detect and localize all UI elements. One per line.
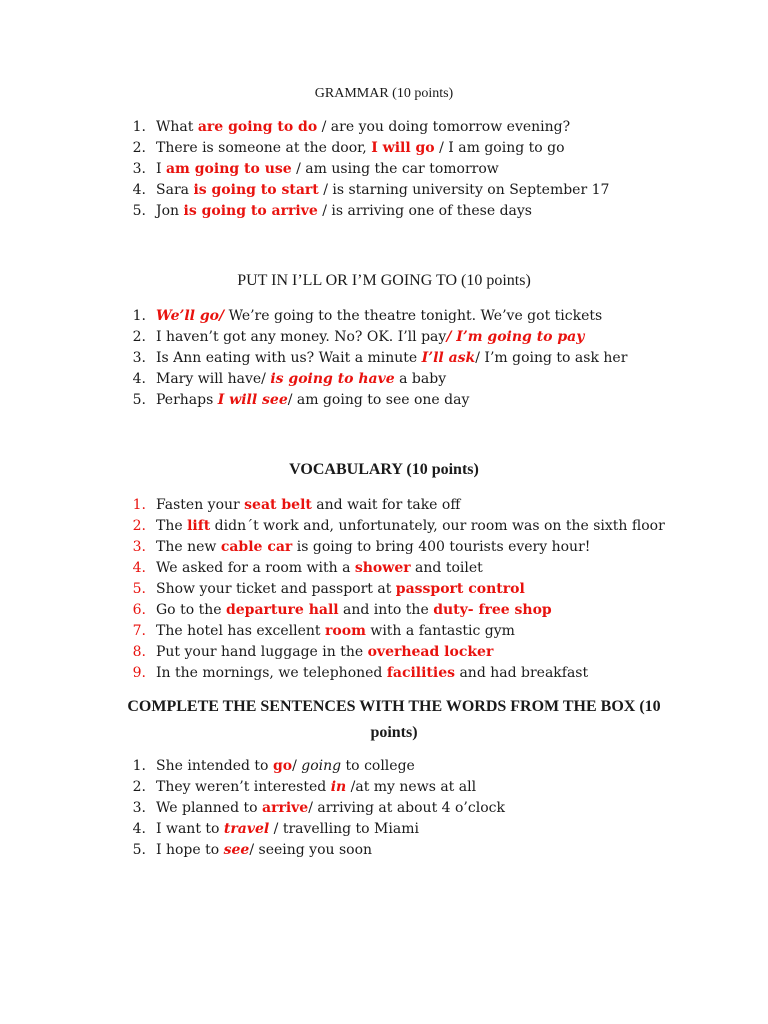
vocabulary-heading: VOCABULARY (10 points) [289,461,479,478]
item-number: 3. [132,539,146,555]
complete-heading: COMPLETE THE SENTENCES WITH THE WORDS FROM THE BOX (10 points) [127,698,661,741]
answer: We’ll go/ [156,308,225,324]
item-text: I want to travel / travelling to Miami [156,821,419,837]
answer: passport control [395,581,525,597]
item-text: I hope to see/ seeing you soon [156,842,373,858]
item-number: 4. [132,821,146,837]
answer: in [330,779,347,795]
item-text: The lift didn´t work and, unfortunately, our room was on the sixth floor [156,518,665,534]
item-number: 5. [132,392,146,408]
item-number: 2. [132,779,146,795]
item-text: I haven’t got any money. No? OK. I’ll pay/ I’m going to pay [156,329,585,345]
item-text: Put your hand luggage in the overhead locker [156,644,494,660]
answer: are going to do [197,119,318,135]
item-number: 4. [132,371,146,387]
answer: am going to use [165,161,292,177]
item-text: What are going to do / are you doing tomorrow evening? [156,119,571,135]
item-text: Perhaps I will see/ am going to see one day [156,392,470,408]
answer: is going to have [270,371,395,387]
item-text: Jon is going to arrive / is arriving one of these days [156,203,532,219]
answer: is going to arrive [183,203,318,219]
item-number: 9. [132,665,146,681]
item-text: We planned to arrive/ arriving at about 4 o’clock [156,800,505,816]
item-text: Show your ticket and passport at passport control [156,581,525,597]
item-number: 1. [132,119,146,135]
item-text: They weren’t interested in /at my news at all [156,779,477,795]
answer: shower [354,560,411,576]
item-text: The new cable car is going to bring 400 tourists every hour! [156,539,591,555]
item-text: We asked for a room with a shower and toilet [156,560,483,576]
item-number: 7. [132,623,146,639]
item-number: 2. [132,329,146,345]
item-number: 6. [132,602,146,618]
answer: duty- free shop [433,602,552,618]
answer: I will go [371,140,435,156]
item-number: 5. [132,581,146,597]
item-text: Fasten your seat belt and wait for take off [156,497,461,513]
item-text: She intended to go/ going to college [156,758,415,774]
item-number: 4. [132,560,146,576]
answer: I will see [217,392,288,408]
item-text: Is Ann eating with us? Wait a minute I’ll ask/ I’m going to ask her [156,350,628,366]
item-text: Sara is going to start / is starning university on September 17 [156,182,610,198]
answer: is going to start [193,182,319,198]
answer: travel [223,821,270,837]
item-text: We’ll go/ We’re going to the theatre tonight. We’ve got tickets [156,308,603,324]
item-number: 2. [132,518,146,534]
answer: departure hall [225,602,339,618]
item-number: 3. [132,800,146,816]
item-text: There is someone at the door, I will go / I am going to go [156,140,565,156]
item-number: 5. [132,203,146,219]
answer: seat belt [244,497,312,513]
ill-going-heading: PUT IN I’LL OR I’M GOING TO (10 points) [237,272,531,289]
item-text: The hotel has excellent room with a fantastic gym [156,623,515,639]
item-number: 1. [132,497,146,513]
item-number: 2. [132,140,146,156]
answer: go [272,758,293,774]
item-number: 1. [132,758,146,774]
answer: lift [187,518,211,534]
item-number: 3. [132,161,146,177]
answer: I’ll ask [421,350,476,366]
item-number: 8. [132,644,146,660]
answer: arrive [262,800,309,816]
grammar-heading: GRAMMAR (10 points) [314,86,454,101]
item-text: I am going to use / am using the car tomorrow [156,161,499,177]
item-number: 4. [132,182,146,198]
item-number: 1. [132,308,146,324]
item-text: Mary will have/ is going to have a baby [156,371,447,387]
answer: overhead locker [367,644,494,660]
answer: facilities [386,665,455,681]
item-text: Go to the departure hall and into the duty- free shop [156,602,552,618]
answer: see [223,842,250,858]
answer: cable car [220,539,293,555]
answer: / I’m going to pay [446,329,585,345]
item-number: 5. [132,842,146,858]
item-text: In the mornings, we telephoned facilities and had breakfast [156,665,589,681]
item-number: 3. [132,350,146,366]
answer: room [325,623,366,639]
